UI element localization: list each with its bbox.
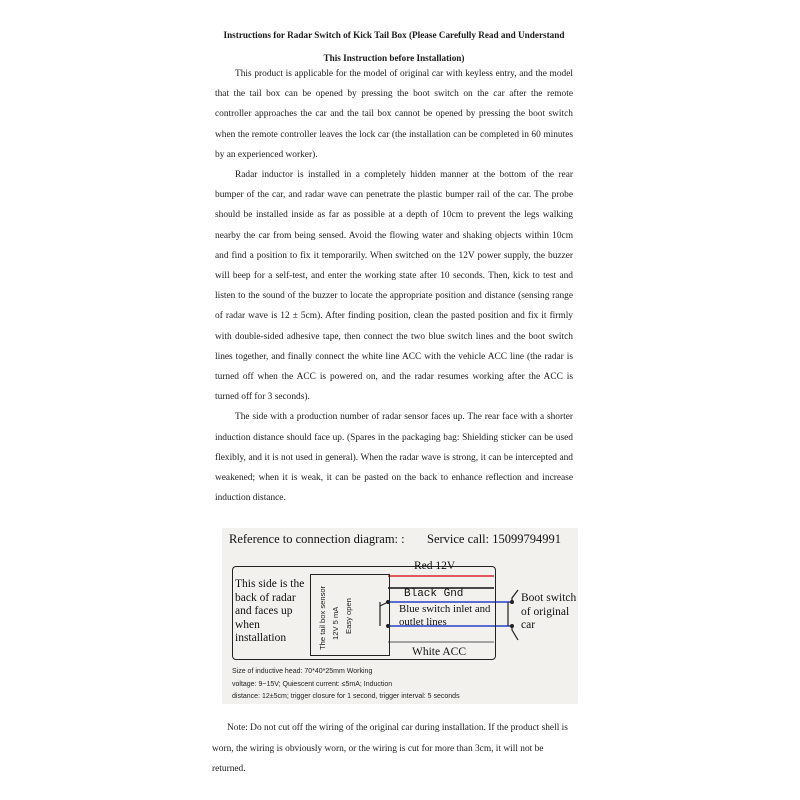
paragraph-orientation: The side with a production number of radar sensor faces up. The rear face with a shorter induction distance should face up. (Spares in the packaging bag: Shielding sticker can be used flexibly, and it is not used in general). When the radar wave is strong, it can be intercepted and weakened; when it is weak, it can be pasted on the back to enhance reflection and increase induction distance. [215,412,573,504]
title-line-1: Instructions for Radar Switch of Kick Tail Box (Please Carefully Read and Understand [223,30,565,40]
sensor-label-1: The tail box sensor [318,585,327,650]
spec-text [232,666,532,704]
back-side-label: This side is the back of radar and faces up when installation [235,578,305,644]
boot-switch-leads [512,590,518,640]
paragraph-installation: Radar inductor is installed in a completely hidden manner at the bottom of the rear bumper of the car, and radar wave can penetrate the plastic bumper rail of the car. The probe should be installed inside as far as possible at a depth of 10cm to prevent the legs walking nearby the car from being sensed. Avoid the flowing water and shaking objects within 10cm and find a position to fix it temporarily. When switched on the 12V power supply, the buzzer will beep for a self-test, and enter the working state after 10 seconds. Then, kick to test and listen to the sound of the buzzer to locate the appropriate position and distance (sensing range of radar wave is 12 ± 5cm). After finding position, clean the pasted position and fix it firmly with double-sided adhesive tape, then connect the two blue switch lines and the boot switch lines together, and finally connect the white line ACC with the vehicle ACC line (the radar is turned off when the ACC is powered on, and the radar resumes working after the ACC is turned off for 3 seconds). [215,170,573,403]
wire-white-label: White ACC [412,646,466,658]
note-text: Note: Do not cut off the wiring of the original car during installation. If the product shell is worn, the wiring is obviously worn, or the wiring is cut for more than 3cm, it will not be returned. [212,723,568,774]
sensor-label-2: 12V 5 mA [331,606,340,640]
connection-diagram [222,528,578,704]
boot-switch-label: Boot switch of original car [521,592,577,631]
instruction-body [215,64,573,508]
sensor-label-3: Easy open [344,598,353,634]
paragraph-applicability: This product is applicable for the model of original car with keyless entry, and the model that the tail box can be opened by pressing the boot switch on the car after the remote controller approaches the car and the tail box cannot be opened by pressing the boot switch when the remote controller leaves the lock car (the installation can be completed in 60 minutes by an experienced worker). [215,69,573,160]
warning-note [212,718,574,780]
boot-dot-bottom [510,624,514,628]
spec-line-2: voltage: 9~15V; Quiescent current: ≤5mA; Induction [232,680,393,688]
spec-line-3: distance: 12±5cm; trigger closure for 1 second, trigger interval: 5 seconds [232,693,460,700]
diagram-heading: Reference to connection diagram: : [229,532,405,546]
wire-blue-label: Blue switch inlet and outlet lines [399,603,491,628]
service-call: Service call: 15099794991 [427,532,561,546]
spec-line-1: Size of inductive head: 70*40*25mm Working [232,668,373,675]
title-line-2: This Instruction before Installation) [323,53,465,63]
wire-black-label: Black Gnd [404,588,464,600]
wire-red-label: Red 12V [414,560,456,572]
boot-dot-top [510,600,514,604]
